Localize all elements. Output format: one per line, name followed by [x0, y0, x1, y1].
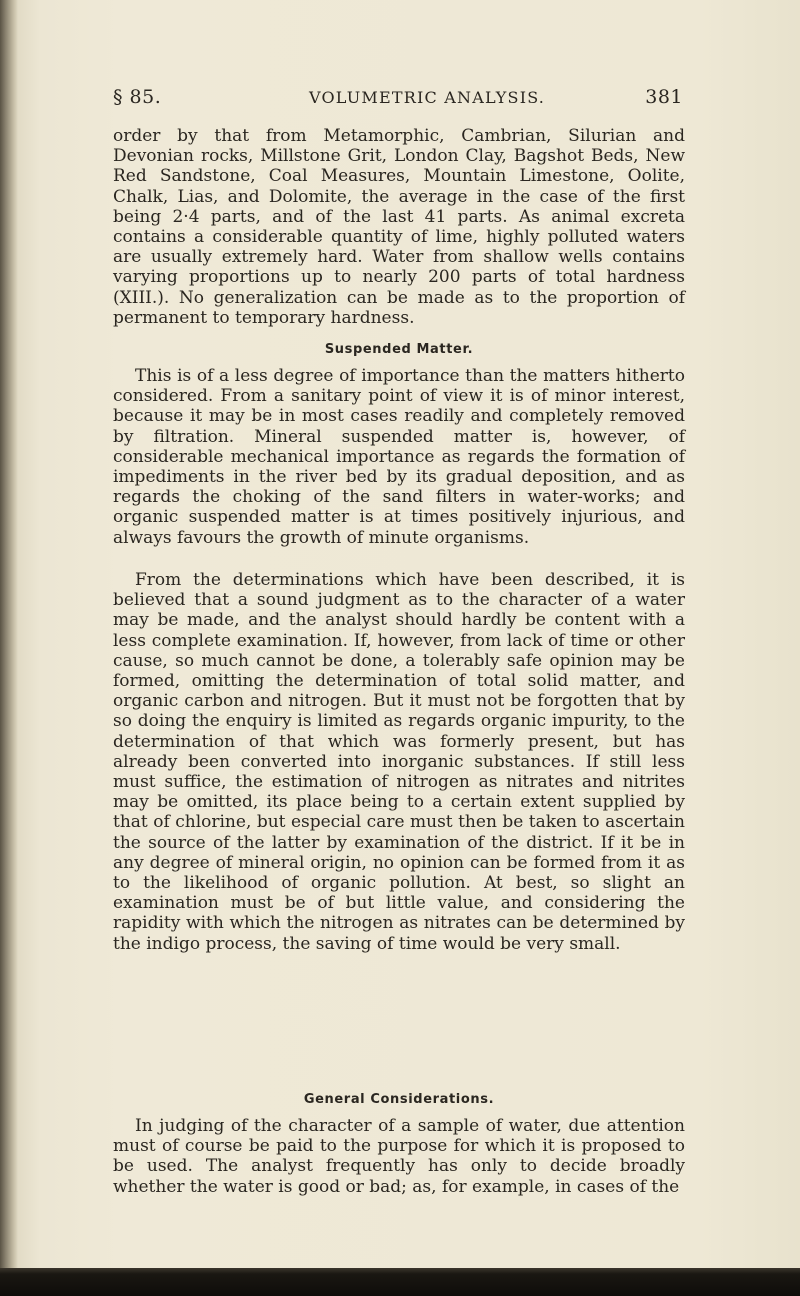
paragraph-hardness-continued [113, 126, 685, 328]
paragraph: order by that from Metamorphic, Cambrian, Silurian and Devonian rocks, Millstone Grit, London Clay, Bagshot Beds, New Red Sandstone, Coal Measures, Mountain Limestone, Oolite, Chalk, Lias, and Dolomite, the average in the case of the first being 2·4 parts, and of the last 41 parts. As animal excreta contains a considerable quantity of lime, highly polluted waters are usually extremely hard. Water from shallow wells contains varying proportions up to nearly 200 parts of total hardness (XIII.). No generalization can be made as to the proportion of permanent to temporary hardness. [113, 126, 685, 328]
section-number: § 85. [113, 86, 162, 108]
heading-general-considerations: General Considerations. [303, 1092, 495, 1107]
paragraph-suspended-matter [113, 366, 685, 548]
page-bottom-edge [0, 1268, 800, 1296]
page-binding-shadow [0, 0, 18, 1296]
running-title: VOLUMETRIC ANALYSIS. [309, 88, 546, 107]
paragraph-determinations [113, 570, 685, 954]
running-header [113, 86, 683, 112]
paragraph: From the determinations which have been described, it is believed that a sound judgment as to the character of a water may be made, and the analyst should hardly be content with a less complete examination. If, however, from lack of time or other cause, so much cannot be done, a tolerably safe opinion may be formed, omitting the determination of total solid matter, and organic carbon and nitrogen. But it must not be forgotten that by so doing the enquiry is limited as regards organic impurity, to the determination of that which was formerly present, but has already been converted into inorganic substances. If still less must suffice, the estimation of nitrogen as nitrates and nitrites may be omitted, its place being to a certain extent supplied by that of chlorine, but especial care must then be taken to ascertain the source of the latter by examination of the district. If it be in any degree of mineral origin, no opinion can be formed from it as to the likelihood of organic pollution. At best, so slight an examination must be of but little value, and considering the rapidity with which the nitrogen as nitrates can be determined by the indigo process, the saving of time would be very small. [113, 570, 685, 954]
paragraph: In judging of the character of a sample of water, due attention must of course be paid to the purpose for which it is proposed to be used. The analyst frequently has only to decide broadly whether the water is good or bad; as, for example, in cases of the [113, 1116, 685, 1197]
heading-suspended-matter: Suspended Matter. [324, 342, 474, 357]
page-number: 381 [645, 86, 683, 108]
paragraph: This is of a less degree of importance than the matters hitherto considered. From a sanitary point of view it is of minor interest, because it may be in most cases readily and completely removed by filtration. Mineral suspended matter is, however, of considerable mechanical importance as regards the formation of impediments in the river bed by its gradual deposition, and as regards the choking of the sand filters in water-works; and organic suspended matter is at times positively injurious, and always favours the growth of minute organisms. [113, 366, 685, 548]
paragraph-general-considerations [113, 1116, 685, 1197]
